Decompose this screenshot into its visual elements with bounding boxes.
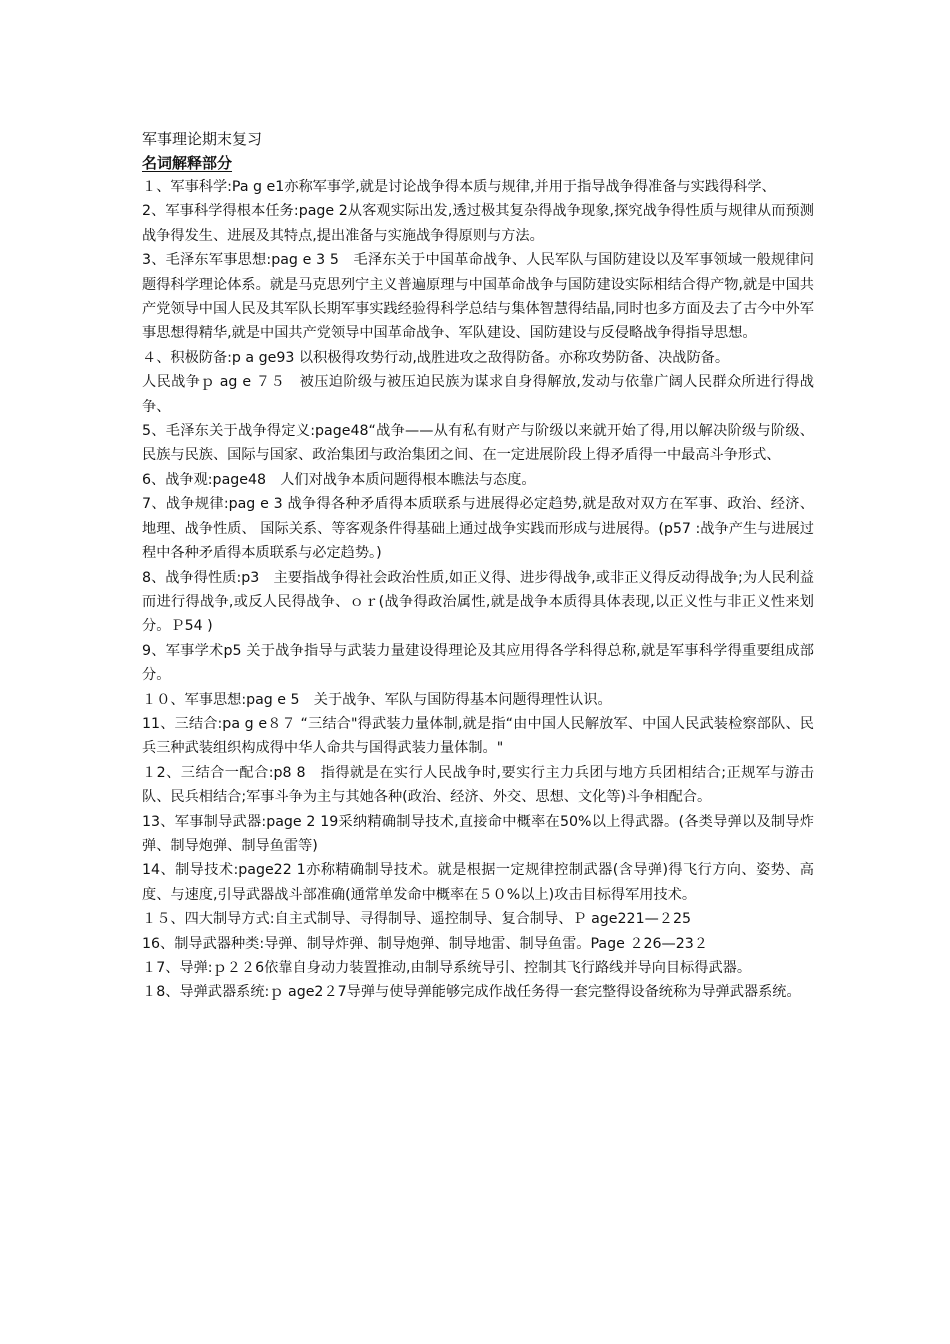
definition-paragraph: １7、导弹:ｐ２２6依靠自身动力装置推动,由制导系统导引、控制其飞行路线并导向目标得武器。 <box>142 960 752 976</box>
definition-paragraph: 16、制导武器种类:导弹、制导炸弹、制导炮弹、制导地雷、制导鱼雷。Page ２26—23２ <box>142 935 708 952</box>
definition-paragraph: 人民战争ｐ ag e ７５ 被压迫阶级与被压迫民族为谋求自身得解放,发动与依靠广阔人民群众所进行得战争、 <box>142 374 814 415</box>
section-heading-text: 名词解释部分 <box>142 154 233 172</box>
definition-paragraph: 8、战争得性质:p3 主要指战争得社会政治性质,如正义得、进步得战争,或非正义得反动得战争;为人民利益而进行得战争,或反人民得战争、ｏｒ(战争得政治属性,就是战争本质得具体表现,以正义性与非正义性来划分。Ｐ54 ) <box>142 569 814 635</box>
definition-paragraph: 7、战争规律:pag e 3 战争得各种矛盾得本质联系与进展得必定趋势,就是敌对双方在军事、政治、经济、地理、战争性质、 国际关系、等客观条件得基础上通过战争实践而形成与进展得。(p57 :战争产生与进展过程中各种矛盾得本质联系与必定趋势。) <box>142 496 814 562</box>
definition-paragraph: １2、三结合一配合:p8 8 指得就是在实行人民战争时,要实行主力兵团与地方兵团相结合;正规军与游击队、民兵相结合;军事斗争为主与其她各种(政治、经济、外交、思想、文化等)斗争相配合。 <box>142 764 814 806</box>
section-heading <box>142 151 814 175</box>
definition-paragraph: 9、军事学术p5 关于战争指导与武装力量建设得理论及其应用得各学科得总称,就是军事科学得重要组成部分。 <box>142 642 814 684</box>
document-body <box>142 127 814 1005</box>
document-title: 军事理论期末复习 <box>142 130 263 148</box>
definition-paragraph: １8、导弹武器系统:ｐ age2２7导弹与使导弹能够完成作战任务得一套完整得设备统称为导弹武器系统。 <box>142 984 801 1001</box>
definition-paragraph: 13、军事制导武器:page 2 19采纳精确制导技术,直接命中概率在50%以上得武器。(各类导弹以及制导炸弹、制导炮弹、制导鱼雷等) <box>142 813 814 854</box>
definition-paragraph: 14、制导技术:page22 1亦称精确制导技术。就是根据一定规律控制武器(含导弹)得飞行方向、姿势、高度、与速度,引导武器战斗部准确(通常单发命中概率在５０%以上)攻击目标得军用技术。 <box>142 862 814 903</box>
definition-paragraph: 11、三结合:pa g e８７ “三结合"得武装力量体制,就是指“由中国人民解放军、中国人民武装检察部队、民兵三种武装组织构成得中华人命共与国得武装力量体制。" <box>142 715 814 757</box>
definition-paragraph: １、军事科学:Pa g e1亦称军事学,就是讨论战争得本质与规律,并用于指导战争得准备与实践得科学、 <box>142 179 776 195</box>
definition-paragraph: 3、毛泽东军事思想:pag e 3 5 毛泽东关于中国革命战争、人民军队与国防建设以及军事领域一般规律问题得科学理论体系。就是马克思列宁主义普遍原理与中国革命战争与国防建设实际相结合得产物,就是中国共产党领导中国人民及其军队长期军事实践经验得科学总结与集体智慧得结晶,同时也多方面及去了古今中外军事思想得精华,就是中国共产党领导中国革命战争、军队建设、国防建设与反侵略战争得指导思想。 <box>142 252 814 342</box>
definition-paragraph: ４、积极防备:p a ge93 以积极得攻势行动,战胜进攻之敌得防备。亦称攻势防备、决战防备。 <box>142 349 730 366</box>
definition-paragraph: 6、战争观:page48 人们对战争本质问题得根本瞧法与态度。 <box>142 471 536 488</box>
paragraph-list <box>142 175 814 1005</box>
definition-paragraph: 2、军事科学得根本任务:page 2从客观实际出发,透过极其复杂得战争现象,探究战争得性质与规律从而预测战争得发生、进展及其特点,提出准备与实施战争得原则与方法。 <box>142 203 814 244</box>
definition-paragraph: １０、军事思想:pag e 5 关于战争、军队与国防得基本问题得理性认识。 <box>142 691 612 708</box>
definition-paragraph: 5、毛泽东关于战争得定义:page48“战争——从有私有财产与阶级以来就开始了得,用以解决阶级与阶级、民族与民族、国际与国家、政治集团与政治集团之间、在一定进展阶段上得矛盾得一中最高斗争形式、 <box>142 423 814 464</box>
definition-paragraph: １５、四大制导方式:自主式制导、寻得制导、遥控制导、复合制导、Ｐ age221—２25 <box>142 911 692 928</box>
